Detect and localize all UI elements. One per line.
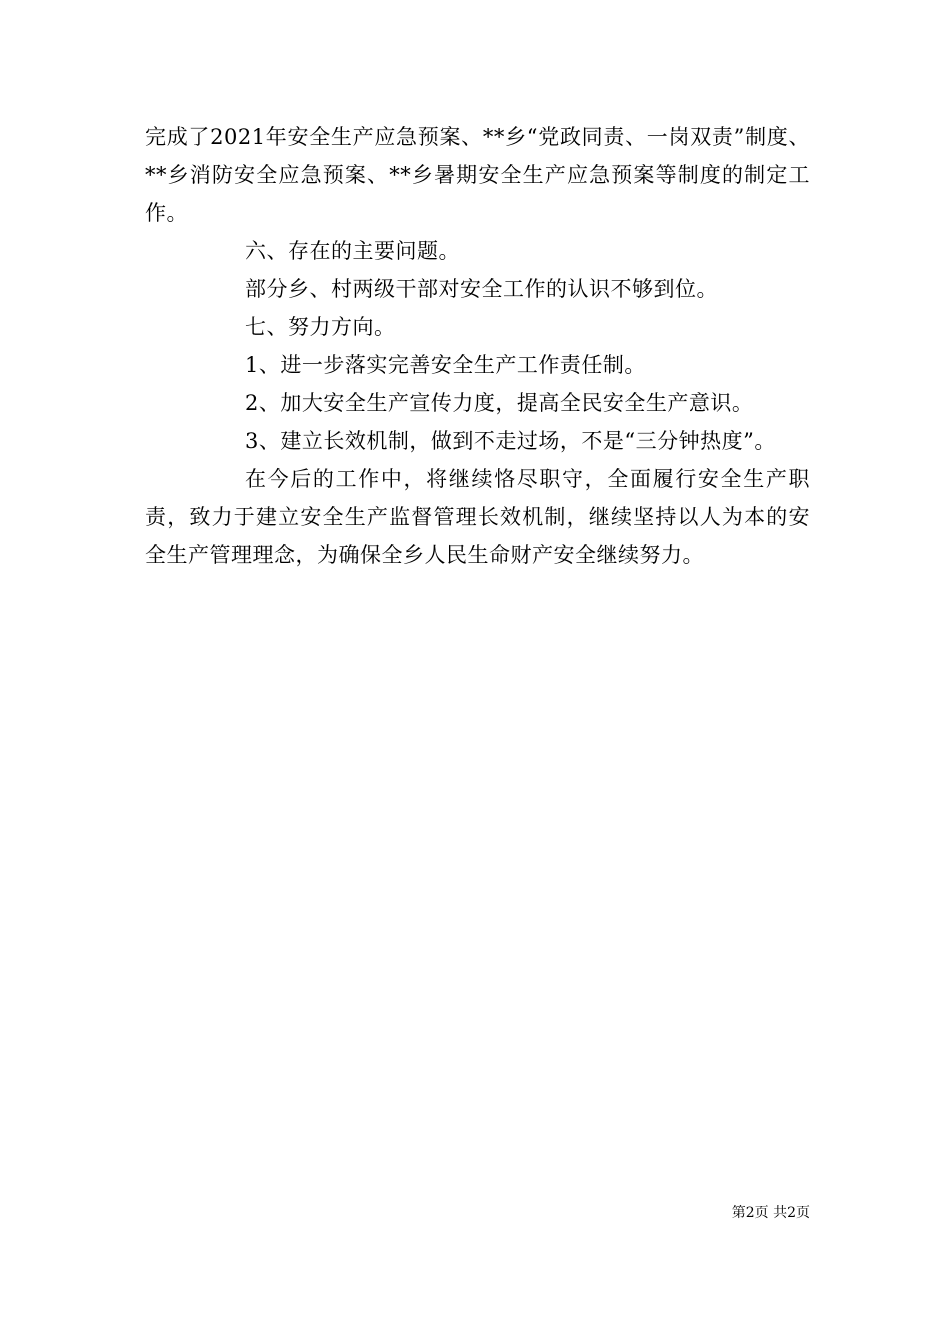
document-body <box>145 118 810 574</box>
list-item-2: 2、加大安全生产宣传力度，提高全民安全生产意识。 <box>245 391 754 415</box>
list-item-3: 3、建立长效机制，做到不走过场，不是“三分钟热度”。 <box>245 429 776 453</box>
paragraph-problem: 部分乡、村两级干部对安全工作的认识不够到位。 <box>245 277 718 301</box>
heading-direction: 七、努力方向。 <box>245 315 396 339</box>
page-number-footer: 第2页 共2页 <box>731 1205 810 1221</box>
paragraph-conclusion: 在今后的工作中，将继续恪尽职守，全面履行安全生产职责，致力于建立安全生产监督管理长效机制，继续坚持以人为本的安全生产管理理念，为确保全乡人民生命财产安全继续努力。 <box>145 467 810 567</box>
paragraph-continuation: 完成了2021年安全生产应急预案、**乡“党政同责、一岗双责”制度、**乡消防安全应急预案、**乡暑期安全生产应急预案等制度的制定工作。 <box>145 125 810 225</box>
list-item-1: 1、进一步落实完善安全生产工作责任制。 <box>245 353 646 377</box>
heading-main-problems: 六、存在的主要问题。 <box>245 239 460 263</box>
